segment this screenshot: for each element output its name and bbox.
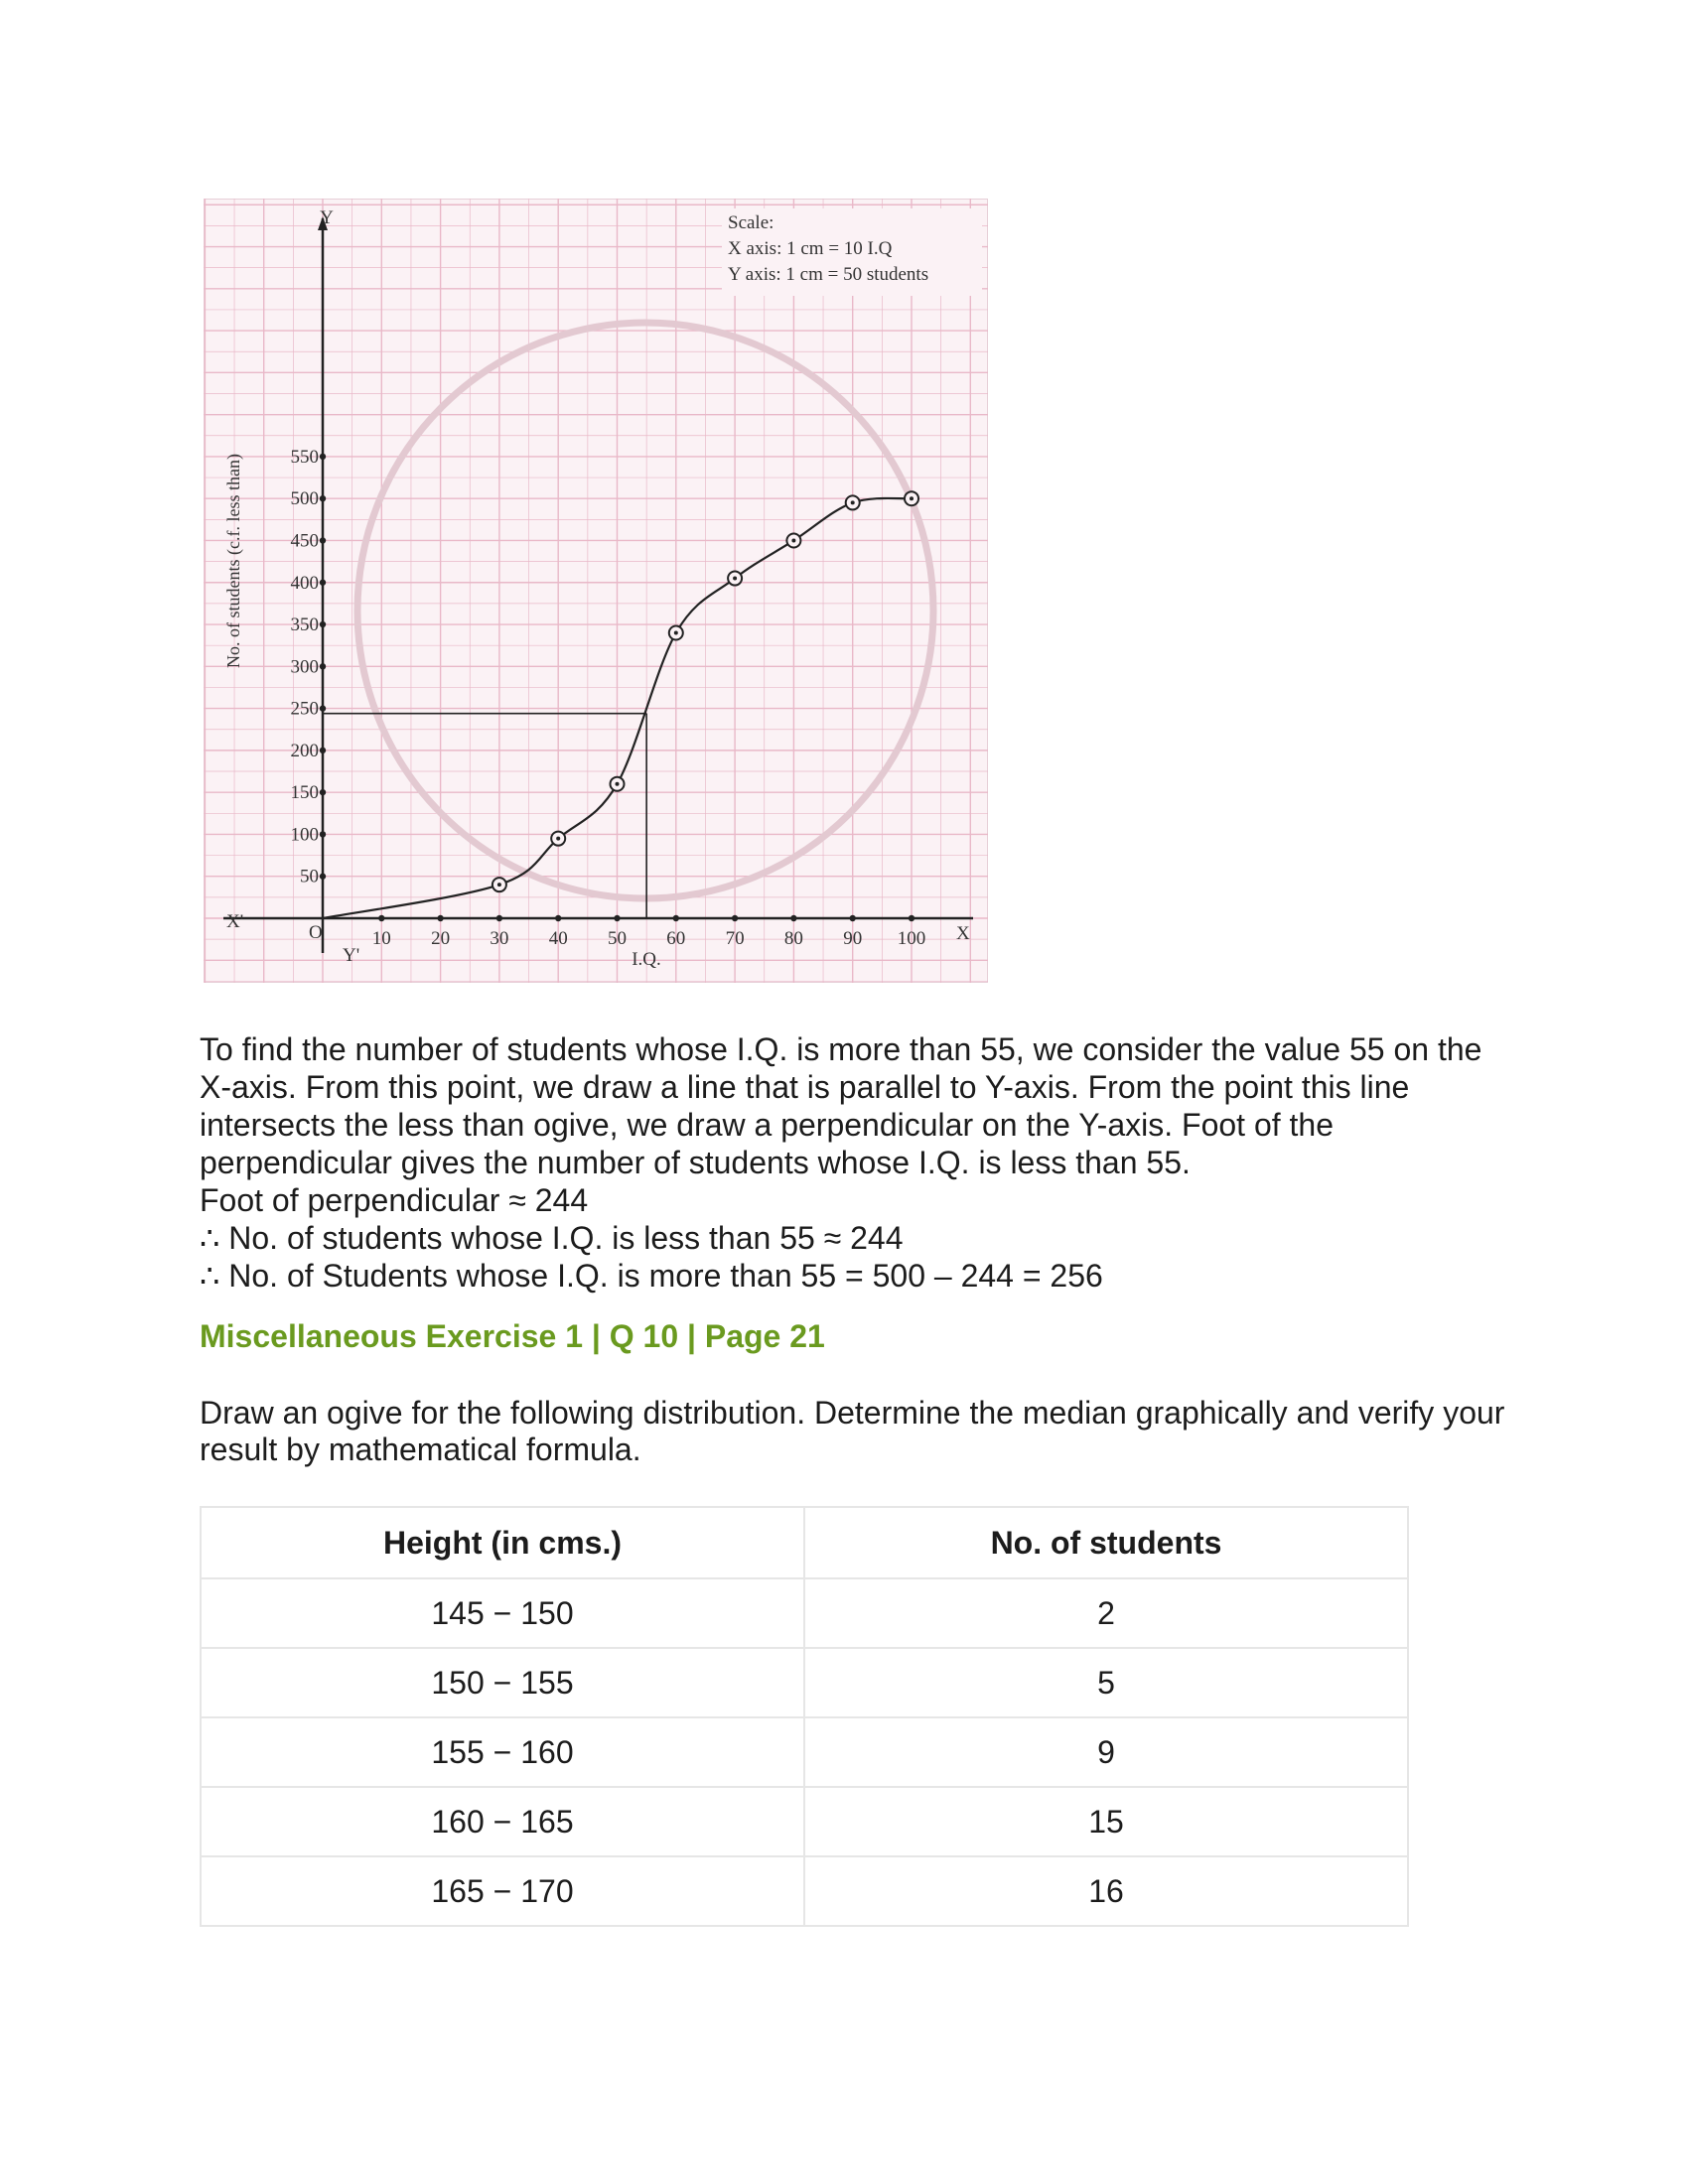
table-row [201, 1787, 1408, 1856]
y-tick-label: 250 [290, 698, 319, 720]
y-tick-mark [320, 454, 326, 460]
table-header-row [201, 1507, 1408, 1578]
table-row [201, 1578, 1408, 1648]
table-row [201, 1648, 1408, 1717]
y-tick-mark [320, 621, 326, 627]
scale-x-line: X axis: 1 cm = 10 I.Q [728, 238, 893, 259]
table-cell-height: 150 − 155 [201, 1648, 804, 1717]
scale-y-line: Y axis: 1 cm = 50 students [728, 264, 929, 285]
solution-line-more-than: ∴ No. of Students whose I.Q. is more than 55 = 500 – 244 = 256 [200, 1258, 1103, 1294]
y-tick-mark [320, 705, 326, 711]
y-tick-label: 200 [290, 740, 319, 761]
y-tick-mark [320, 495, 326, 501]
scale-title: Scale: [728, 212, 774, 233]
x-tick-mark [850, 915, 856, 921]
solution-line-less-than: ∴ No. of students whose I.Q. is less than 55 ≈ 244 [200, 1220, 904, 1256]
data-point-center [556, 837, 560, 841]
y-tick-label: 400 [290, 572, 319, 594]
scale-legend [722, 208, 982, 296]
x-tick-mark [790, 915, 796, 921]
table-row [201, 1856, 1408, 1926]
x-tick-label: 80 [783, 928, 803, 949]
x-tick-label: 60 [666, 928, 686, 949]
y-tick-label: 450 [290, 530, 319, 552]
table-cell-height: 160 − 165 [201, 1787, 804, 1856]
x-tick-mark [732, 915, 738, 921]
question-text: Draw an ogive for the following distribution. Determine the median graphically and verify your result by mathematical formula. [200, 1395, 1505, 1467]
data-point-center [674, 630, 678, 634]
table-header-students: No. of students [804, 1507, 1408, 1578]
y-axis-prime-letter: Y' [343, 945, 360, 966]
x-tick-label: 50 [608, 928, 627, 949]
ogive-svg [204, 199, 988, 983]
x-tick-label: 90 [843, 928, 863, 949]
data-point-center [497, 883, 501, 887]
table-row [201, 1717, 1408, 1787]
y-tick-mark [320, 874, 326, 880]
x-tick-label: 40 [548, 928, 568, 949]
x-tick-mark [378, 915, 384, 921]
exercise-heading[interactable]: Miscellaneous Exercise 1 | Q 10 | Page 21 [200, 1318, 825, 1354]
x-tick-label: 30 [490, 928, 509, 949]
data-point-center [910, 496, 914, 500]
x-tick-mark [496, 915, 502, 921]
x-tick-label: 100 [897, 928, 926, 949]
solution-line-foot: Foot of perpendicular ≈ 244 [200, 1182, 589, 1218]
y-tick-label: 500 [290, 488, 319, 510]
table-cell-height: 165 − 170 [201, 1856, 804, 1926]
data-table [200, 1506, 1409, 1927]
y-axis-letter: Y [320, 207, 334, 228]
y-tick-label: 300 [290, 656, 319, 678]
data-point-center [733, 577, 737, 581]
solution-text [200, 1030, 1510, 1295]
y-tick-label: 550 [290, 446, 319, 468]
table-cell-students: 15 [804, 1787, 1408, 1856]
x-tick-mark [437, 915, 443, 921]
ogive-graph [204, 199, 988, 983]
y-tick-mark [320, 663, 326, 669]
x-tick-mark [909, 915, 914, 921]
x-axis-letter: X [956, 923, 970, 944]
y-tick-label: 50 [300, 866, 319, 887]
x-tick-mark [673, 915, 679, 921]
table-cell-height: 145 − 150 [201, 1578, 804, 1648]
y-tick-mark [320, 537, 326, 543]
x-tick-label: 20 [431, 928, 451, 949]
x-tick-mark [614, 915, 620, 921]
x-axis-prime-letter: X' [226, 911, 244, 932]
x-tick-label: 10 [371, 928, 391, 949]
data-point-center [791, 538, 795, 542]
y-tick-mark [320, 748, 326, 753]
y-axis-title: No. of students (c.f. less than) [223, 454, 243, 668]
y-tick-label: 100 [290, 824, 319, 846]
y-tick-mark [320, 789, 326, 795]
x-tick-mark [555, 915, 561, 921]
data-point-center [616, 782, 620, 786]
table-cell-students: 9 [804, 1717, 1408, 1787]
table-cell-students: 16 [804, 1856, 1408, 1926]
x-tick-label: 70 [725, 928, 745, 949]
data-point-center [851, 500, 855, 504]
y-tick-mark [320, 831, 326, 837]
table-cell-height: 155 − 160 [201, 1717, 804, 1787]
y-tick-label: 350 [290, 614, 319, 636]
solution-paragraph: To find the number of students whose I.Q. is more than 55, we consider the value 55 on the X-axis. From this point, we draw a line that is parallel to Y-axis. From the point this line intersects the less than ogive, we draw a perpendicular on the Y-axis. Foot of the perpendicular gives the number of students whose I.Q. is less than 55. [200, 1031, 1482, 1180]
x-axis-title: I.Q. [632, 949, 661, 970]
y-tick-mark [320, 580, 326, 586]
table-header-height: Height (in cms.) [201, 1507, 804, 1578]
table-cell-students: 2 [804, 1578, 1408, 1648]
y-tick-label: 150 [290, 782, 319, 804]
table-cell-students: 5 [804, 1648, 1408, 1717]
origin-label: O [309, 922, 323, 943]
graph-background [204, 199, 988, 983]
